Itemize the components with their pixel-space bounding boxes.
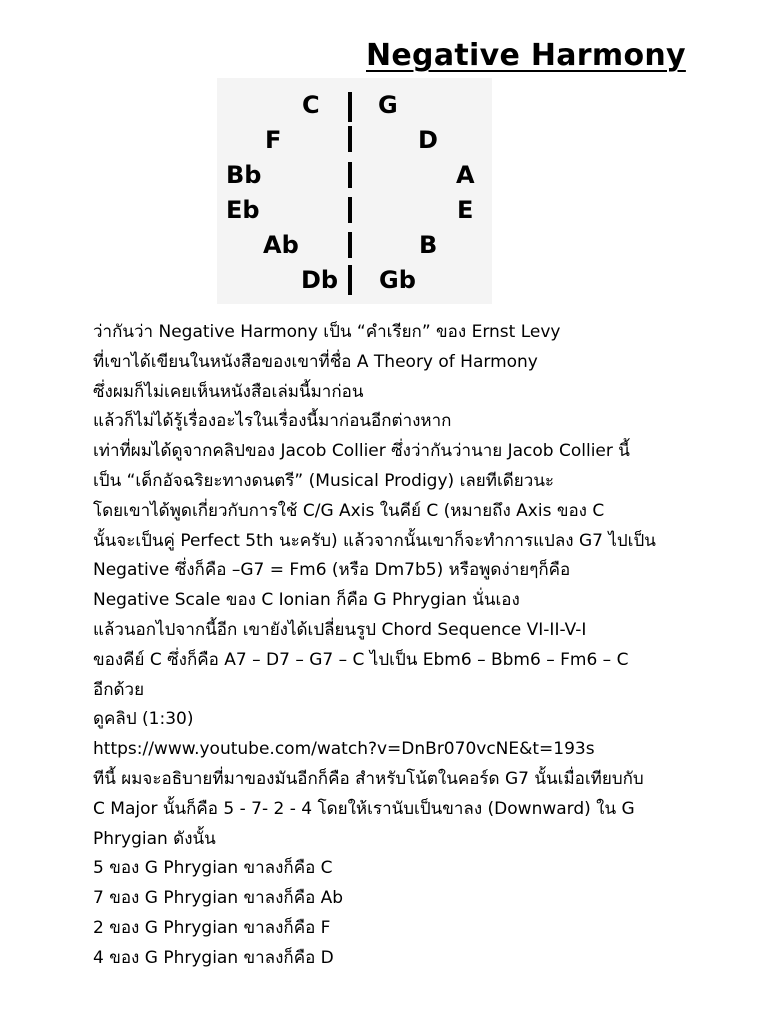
- note-g-flat: Gb: [379, 266, 416, 294]
- note-e: E: [457, 196, 474, 224]
- negative-harmony-circle-diagram: [217, 78, 492, 304]
- text-line: เป็น “เด็กอัจฉริยะทางดนตรี” (Musical Prodigy) เลยทีเดียวนะ: [93, 470, 555, 491]
- text-line: 4 ของ G Phrygian ขาลงก็คือ D: [93, 947, 334, 968]
- note-c: C: [302, 91, 320, 119]
- axis-line-segment: [348, 162, 352, 188]
- text-line: C Major นั้นก็คือ 5 - 7- 2 - 4 โดยให้เรานับเป็นขาลง (Downward) ใน G: [93, 798, 635, 819]
- axis-line-segment: [348, 265, 352, 295]
- axis-line-segment: [348, 126, 352, 152]
- text-line: ซึ่งผมก็ไม่เคยเห็นหนังสือเล่มนี้มาก่อน: [93, 381, 364, 402]
- axis-line-segment: [348, 197, 352, 223]
- text-line: Phrygian ดังนั้น: [93, 828, 216, 849]
- text-line: ทีนี้ ผมจะอธิบายที่มาของมันอีกก็คือ สำหรับโน้ตในคอร์ด G7 นั้นเมื่อเทียบกับ: [93, 768, 644, 789]
- note-g: G: [378, 91, 398, 119]
- text-line: 7 ของ G Phrygian ขาลงก็คือ Ab: [93, 888, 344, 909]
- note-a: A: [456, 161, 475, 189]
- axis-line-segment: [348, 232, 352, 258]
- text-line: อีกด้วย: [93, 679, 145, 700]
- text-line: แล้วนอกไปจากนี้อีก เขายังได้เปลี่ยนรูป Chord Sequence VI-II-V-I: [93, 619, 587, 640]
- text-line: เท่าที่ผมได้ดูจากคลิปของ Jacob Collier ซึ่งว่ากันว่านาย Jacob Collier นี้: [93, 441, 630, 462]
- article-body: [93, 318, 693, 974]
- youtube-link-text: https://www.youtube.com/watch?v=DnBr070vcNE&t=193s: [93, 739, 595, 760]
- text-line: ของคีย์ C ซึ่งก็คือ A7 – D7 – G7 – C ไปเป็น Ebm6 – Bbm6 – Fm6 – C: [93, 649, 629, 670]
- text-line: แล้วก็ไม่ได้รู้เรื่องอะไรในเรื่องนี้มาก่อนอีกต่างหาก: [93, 411, 452, 432]
- text-line: 2 ของ G Phrygian ขาลงก็คือ F: [93, 917, 331, 938]
- text-line: ที่เขาได้เขียนในหนังสือของเขาที่ชื่อ A Theory of Harmony: [93, 351, 538, 372]
- note-d-flat: Db: [301, 266, 339, 294]
- note-f: F: [265, 126, 282, 154]
- note-b-flat: Bb: [226, 161, 262, 189]
- text-line: 5 ของ G Phrygian ขาลงก็คือ C: [93, 858, 333, 879]
- text-line: ดูคลิป (1:30): [93, 709, 194, 730]
- axis-line-segment: [348, 92, 352, 122]
- note-a-flat: Ab: [263, 231, 299, 259]
- text-line: Negative Scale ของ C Ionian ก็คือ G Phrygian นั่นเอง: [93, 590, 520, 611]
- note-d: D: [418, 126, 438, 154]
- text-line: ว่ากันว่า Negative Harmony เป็น “คำเรียก” ของ Ernst Levy: [93, 322, 561, 342]
- page-title: Negative Harmony: [366, 38, 686, 73]
- text-line: Negative ซึ่งก็คือ –G7 = Fm6 (หรือ Dm7b5) หรือพูดง่ายๆก็คือ: [93, 560, 571, 581]
- text-line: นั้นจะเป็นคู่ Perfect 5th นะครับ) แล้วจากนั้นเขาก็จะทำการแปลง G7 ไปเป็น: [93, 530, 656, 551]
- note-b: B: [419, 231, 438, 259]
- text-line: โดยเขาได้พูดเกี่ยวกับการใช้ C/G Axis ในคีย์ C (หมายถึง Axis ของ C: [93, 500, 605, 521]
- note-e-flat: Eb: [226, 196, 260, 224]
